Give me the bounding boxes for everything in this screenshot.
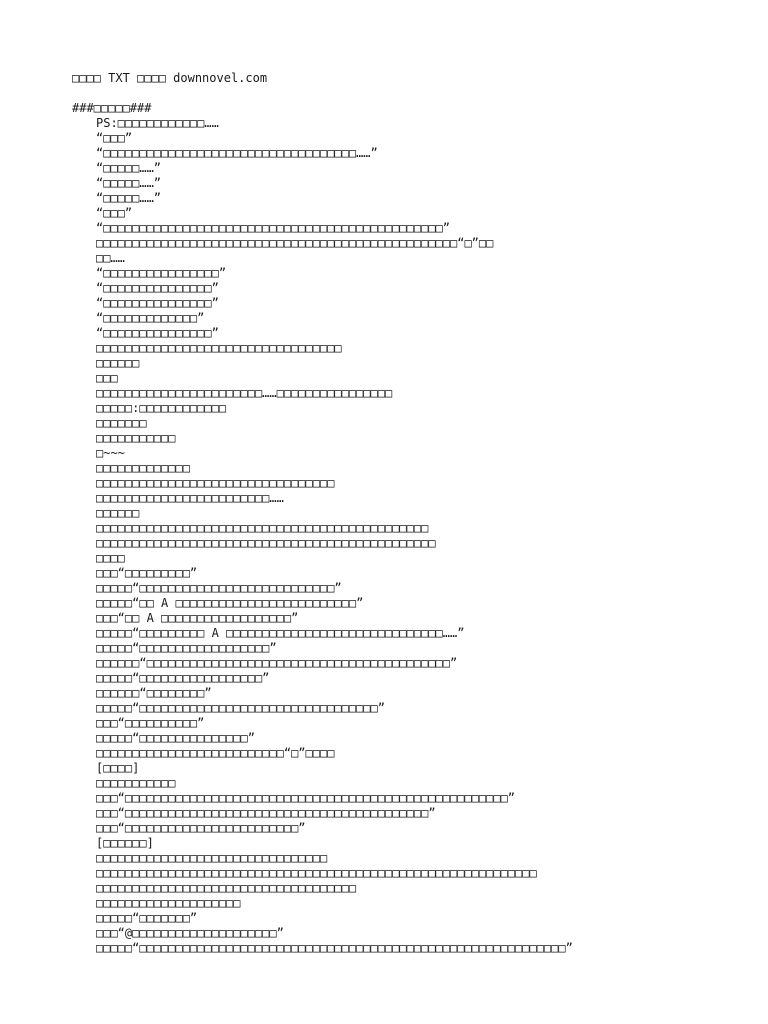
text-line: □□□□□:□□□□□□□□□□□□ (96, 401, 227, 415)
text-line: □□□□□□□□□□□□□□□□□□□□□□□□□□□□□□□□□ (96, 476, 335, 490)
text-line: □□□□□□□□□□□ (96, 431, 176, 445)
text-line: □□□□□□□□□□□ (96, 776, 176, 790)
text-line: □□□“□□□□□□□□□□□□□□□□□□□□□□□□” (96, 821, 306, 835)
document-page (72, 71, 752, 956)
text-line: □□□□□“□□ A □□□□□□□□□□□□□□□□□□□□□□□□□” (96, 596, 364, 610)
text-line: □□□□□□ (96, 356, 140, 370)
text-line: □□□“□□□□□□□□□” (96, 566, 198, 580)
chapter-body (72, 116, 752, 956)
text-line: “□□□□□……” (96, 191, 162, 205)
text-line: □□□□□“□□□□□□□□□ A □□□□□□□□□□□□□□□□□□□□□□□□□□□□□□……” (96, 626, 465, 640)
text-line: □□□“□□□□□□□□□□” (96, 716, 205, 730)
text-line: “□□□□□□□□□□□□□□□” (96, 281, 219, 295)
text-line: □□□□□□□□□□□□□□□□□□□□□□□□…… (96, 491, 284, 505)
text-line: □~~~ (96, 446, 125, 460)
text-line: “□□□□□□□□□□□□□□□” (96, 326, 219, 340)
text-line: □□□□□□□□□□□□□□□□□□□□ (96, 896, 241, 910)
text-line: □□□□□“□□□□□□□□□□□□□□□□□” (96, 671, 270, 685)
text-line: “□□□” (96, 206, 133, 220)
text-line: □□□“□□ A □□□□□□□□□□□□□□□□□□” (96, 611, 299, 625)
text-line: □□□□□□□□□□□□□□□□□□□□□□□□□□□□□□□□□□□□□□□□□□□□□□□□□□“□”□□ (96, 236, 494, 250)
text-line: “□□□□□□□□□□□□□□□□□□□□□□□□□□□□□□□□□□□……” (96, 146, 378, 160)
text-line: □□…… (96, 251, 125, 265)
text-line: □□□ (96, 371, 118, 385)
text-line: □□□□□“□□□□□□□□□□□□□□□□□□” (96, 641, 277, 655)
text-line: □□□□□□□□□□□□□□□□□□□□□□□□□□“□”□□□□ (96, 746, 335, 760)
text-line: □□□□□□□□□□□□□□□□□□□□□□□□□□□□□□□□□□ (96, 341, 342, 355)
text-line: “□□□□□□□□□□□□□□□” (96, 296, 219, 310)
text-line: “□□□□□□□□□□□□□□□□□□□□□□□□□□□□□□□□□□□□□□□□□□□□□□□” (96, 221, 451, 235)
header-line (72, 71, 752, 86)
text-line: “□□□□□□□□□□□□□□□□” (96, 266, 227, 280)
text-line: □□□“□□□□□□□□□□□□□□□□□□□□□□□□□□□□□□□□□□□□□□□□□□□□□□□□□□□□□” (96, 791, 516, 805)
text-line: □□□□□□□□□□□□□□□□□□□□□□□□□□□□□□□□ (96, 851, 328, 865)
text-line: □□□□□□□□□□□□□□□□□□□□□□□□□□□□□□□□□□□□□□□□□□□□□□ (96, 521, 429, 535)
text-line: □□□“@□□□□□□□□□□□□□□□□□□□□” (96, 926, 284, 940)
text-line: □□□□□□□□□□□□□□□□□□□□□□□□□□□□□□□□□□□□□□□□□□□□□□□□□□□□□□□□□□□□□ (96, 866, 537, 880)
blank-line (72, 86, 752, 101)
chapter-heading: ###□□□□□### (72, 101, 152, 115)
text-line: □□□□□□□□□□□□□ (96, 461, 190, 475)
header-prefix: □□□□ TXT □□□□ (72, 71, 174, 85)
text-line: PS:□□□□□□□□□□□□…… (96, 116, 219, 130)
text-line: □□□□□□“□□□□□□□□□□□□□□□□□□□□□□□□□□□□□□□□□□□□□□□□□□” (96, 656, 458, 670)
text-line: □□□□□“□□□□□□□□□□□□□□□□□□□□□□□□□□□□□□□□□” (96, 701, 385, 715)
text-line: □□□□ (96, 551, 125, 565)
text-line: □□□□□“□□□□□□□□□□□□□□□□□□□□□□□□□□□□□□□□□□□□□□□□□□□□□□□□□□□□□□□□□□□” (96, 941, 573, 955)
text-line: □□□□□□□□□□□□□□□□□□□□□□□□□□□□□□□□□□□□ (96, 881, 357, 895)
text-line: □□□□□□□ (96, 416, 147, 430)
text-line: □□□“□□□□□□□□□□□□□□□□□□□□□□□□□□□□□□□□□□□□□□□□□□” (96, 806, 436, 820)
text-line: □□□□□“□□□□□□□” (96, 911, 198, 925)
text-line: “□□□□□……” (96, 161, 162, 175)
text-line: “□□□□□□□□□□□□□” (96, 311, 205, 325)
text-line: [□□□□] (96, 761, 140, 775)
text-line: □□□□□□□□□□□□□□□□□□□□□□□□□□□□□□□□□□□□□□□□□□□□□□□ (96, 536, 436, 550)
text-line: □□□□□“□□□□□□□□□□□□□□□□□□□□□□□□□□□” (96, 581, 342, 595)
text-line: □□□□□□“□□□□□□□□” (96, 686, 212, 700)
text-line: “□□□” (96, 131, 133, 145)
site-link[interactable]: downnovel.com (173, 71, 268, 85)
text-line: [□□□□□□] (96, 836, 154, 850)
text-line: □□□□□“□□□□□□□□□□□□□□□” (96, 731, 255, 745)
text-line: “□□□□□……” (96, 176, 162, 190)
text-line: □□□□□□□□□□□□□□□□□□□□□□□……□□□□□□□□□□□□□□□□ (96, 386, 393, 400)
text-line: □□□□□□ (96, 506, 140, 520)
